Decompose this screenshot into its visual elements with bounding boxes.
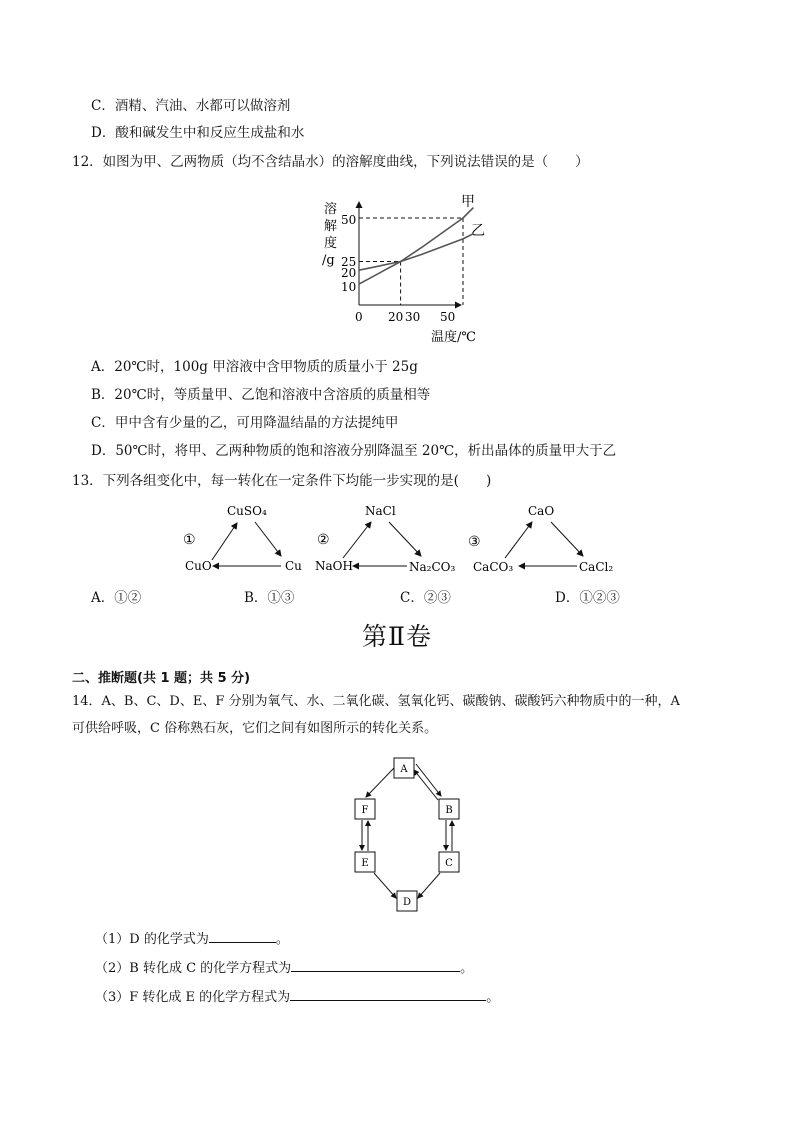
q14-sub3 — [95, 986, 499, 1007]
q14-sub3-text: （3）F 转化成 E 的化学方程式为 — [95, 990, 291, 1005]
q14-sub1 — [95, 928, 289, 949]
arrow-a-to-f — [366, 768, 394, 797]
arrow-a-to-b — [416, 764, 441, 796]
relation-diagram — [350, 752, 465, 914]
q12-option-c: C．甲中含有少量的乙，可用降温结晶的方法提纯甲 — [91, 415, 399, 431]
x-axis-title: 温度/℃ — [431, 330, 476, 345]
answer-blank-2[interactable] — [291, 957, 460, 972]
q14-stem-line2: 可供给呼吸，C 俗称熟石灰，它们之间有如图所示的转化关系。 — [72, 721, 438, 736]
q14-sub1-text: （1）D 的化学式为 — [95, 932, 209, 947]
arrow — [551, 522, 583, 556]
q13-option-a: A．①② — [91, 590, 142, 606]
box-e-label: E — [361, 858, 369, 869]
y-title-3: 度 — [324, 236, 338, 251]
box-f-label: F — [361, 805, 369, 816]
arrow — [255, 522, 281, 556]
answer-blank-1[interactable] — [209, 928, 276, 943]
series-line-jia — [359, 208, 473, 285]
q12-option-b: B．20℃时，等质量甲、乙饱和溶液中含溶质的质量相等 — [91, 387, 431, 403]
x-tick-label: 0 — [355, 310, 363, 324]
arrow-e-to-d — [374, 873, 396, 898]
arrow-b-to-a — [414, 770, 438, 800]
compound-label: NaCl — [365, 504, 396, 518]
compound-label: CuO — [185, 559, 212, 573]
compound-label: Na₂CO₃ — [409, 560, 456, 574]
section-title: 二、推断题(共 1 题；共 5 分) — [72, 671, 251, 686]
series-label-yi: 乙 — [471, 223, 485, 239]
end-mark: 。 — [460, 961, 474, 976]
conversion-diagrams — [175, 500, 635, 580]
group-number: ② — [317, 532, 330, 548]
q12-option-d: D．50℃时，将甲、乙两种物质的饱和溶液分别降温至 20℃，析出晶体的质量甲大于乙 — [91, 443, 617, 459]
compound-label: CaO — [528, 504, 555, 518]
q12-option-a: A．20℃时，100g 甲溶液中含甲物质的质量小于 25g — [91, 359, 418, 375]
arrow — [505, 522, 532, 558]
end-mark: 。 — [275, 932, 289, 947]
arrow-c-to-d — [418, 873, 440, 898]
answer-blank-3[interactable] — [290, 986, 486, 1001]
y-title-2: 解 — [324, 219, 338, 234]
compound-label: NaOH — [315, 559, 353, 573]
series-label-jia: 甲 — [461, 194, 475, 210]
q14-stem-line1: 14．A、B、C、D、E、F 分别为氧气、水、二氧化碳、氢氧化钙、碳酸钠、碳酸钙六种物质中的一种，A — [72, 694, 680, 709]
conversion-group-3 — [468, 504, 613, 574]
q11-option-d: D．酸和碱发生中和反应生成盐和水 — [91, 125, 305, 141]
compound-label: CaCl₂ — [579, 560, 614, 574]
y-title-1: 溶 — [324, 202, 338, 217]
compound-label: CuSO₄ — [227, 504, 267, 518]
group-number: ① — [183, 532, 196, 548]
group-number: ③ — [468, 534, 481, 550]
conversion-group-2 — [315, 504, 455, 574]
q13-stem: 13．下列各组变化中，每一转化在一定条件下均能一步实现的是( ) — [72, 473, 492, 489]
volume-title: 第Ⅱ卷 — [362, 622, 432, 651]
q13-option-c: C．②③ — [400, 590, 451, 606]
arrow — [212, 523, 237, 560]
box-b-label: B — [445, 805, 453, 816]
conversion-group-1 — [183, 504, 302, 573]
y-tick-label: 10 — [341, 280, 357, 294]
solubility-chart — [318, 188, 493, 346]
x-tick-label: 30 — [405, 310, 421, 324]
arrow — [389, 522, 421, 556]
box-a-label: A — [400, 764, 408, 775]
y-title-4: /g — [322, 253, 335, 268]
box-d-label: D — [402, 897, 412, 908]
y-tick-label: 20 — [341, 266, 357, 280]
box-c-label: C — [445, 858, 453, 869]
q13-option-b: B．①③ — [244, 590, 295, 606]
x-tick-label: 50 — [440, 310, 456, 324]
arrow — [343, 522, 371, 558]
compound-label: Cu — [285, 559, 302, 573]
q13-option-d: D．①②③ — [555, 590, 620, 606]
y-tick-label: 25 — [341, 255, 357, 269]
x-tick-label: 20 — [388, 310, 404, 324]
compound-label: CaCO₃ — [473, 560, 514, 574]
end-mark: 。 — [486, 990, 500, 1005]
q14-sub2-text: （2）B 转化成 C 的化学方程式为 — [95, 961, 292, 976]
y-tick-label: 50 — [341, 213, 357, 227]
q12-stem: 12．如图为甲、乙两物质（均不含结晶水）的溶解度曲线，下列说法错误的是（ ） — [72, 154, 589, 170]
q11-option-c: C．酒精、汽油、水都可以做溶剂 — [91, 98, 291, 114]
q14-sub2 — [95, 957, 473, 978]
